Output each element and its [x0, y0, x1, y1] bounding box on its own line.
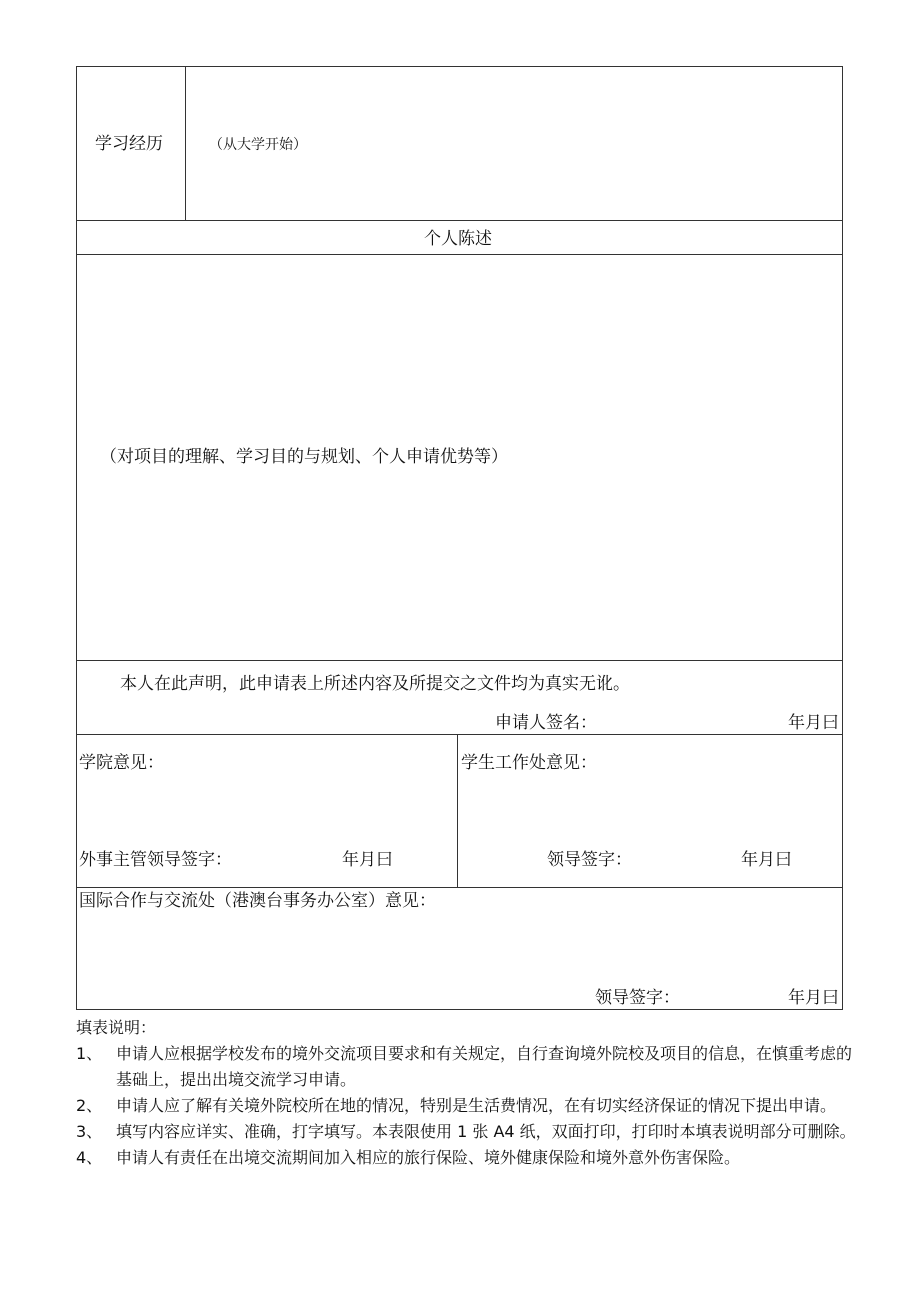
column-divider	[457, 734, 458, 887]
student-affairs-opinion-label: 学生工作处意见：	[461, 753, 597, 773]
instruction-item	[76, 1041, 856, 1093]
row-divider	[77, 254, 842, 255]
row-divider	[77, 660, 842, 661]
instruction-item	[76, 1145, 856, 1171]
instruction-item	[76, 1119, 856, 1145]
college-date-label: 年月曰	[342, 850, 393, 870]
application-form-table	[76, 66, 843, 1010]
applicant-date-label: 年月曰	[788, 713, 839, 733]
education-hint[interactable]: （从大学开始）	[209, 137, 307, 153]
student-affairs-date-label: 年月曰	[741, 850, 792, 870]
statement-title: 个人陈述	[424, 229, 492, 249]
international-office-signature-label: 领导签字：	[595, 988, 680, 1008]
instruction-text: 申请人应根据学校发布的境外交流项目要求和有关规定，自行查询境外院校及项目的信息，在慎重考虑的基础上，提出出境交流学习申请。	[116, 1044, 853, 1089]
international-office-date-label: 年月曰	[788, 988, 839, 1008]
education-label: 学习经历	[95, 134, 163, 154]
row-divider	[77, 887, 842, 888]
statement-hint[interactable]: （对项目的理解、学习目的与规划、个人申请优势等）	[100, 447, 508, 467]
column-divider	[185, 67, 186, 220]
row-divider	[77, 734, 842, 735]
row-divider	[77, 220, 842, 221]
instruction-number: 1、	[76, 1044, 103, 1063]
instruction-number: 2、	[76, 1096, 103, 1115]
instruction-number: 3、	[76, 1122, 103, 1141]
declaration-text: 本人在此声明，此申请表上所述内容及所提交之文件均为真实无讹。	[120, 674, 630, 694]
instruction-text: 申请人应了解有关境外院校所在地的情况，特别是生活费情况，在有切实经济保证的情况下提出申请。	[116, 1096, 837, 1115]
college-signature-label: 外事主管领导签字：	[79, 850, 232, 870]
college-opinion-label: 学院意见：	[79, 753, 164, 773]
instruction-item	[76, 1093, 856, 1119]
international-office-opinion-label: 国际合作与交流处（港澳台事务办公室）意见：	[79, 891, 436, 911]
student-affairs-signature-label: 领导签字：	[547, 850, 632, 870]
instructions-title: 填表说明：	[76, 1018, 157, 1037]
instruction-number: 4、	[76, 1148, 103, 1167]
instructions-section	[76, 1015, 856, 1171]
applicant-signature-label: 申请人签名：	[495, 713, 597, 733]
instruction-text: 申请人有责任在出境交流期间加入相应的旅行保险、境外健康保险和境外意外伤害保险。	[116, 1148, 741, 1167]
instruction-text: 填写内容应详实、准确，打字填写。本表限使用 1 张 A4 纸，双面打印，打印时本填表说明部分可删除。	[116, 1122, 856, 1141]
